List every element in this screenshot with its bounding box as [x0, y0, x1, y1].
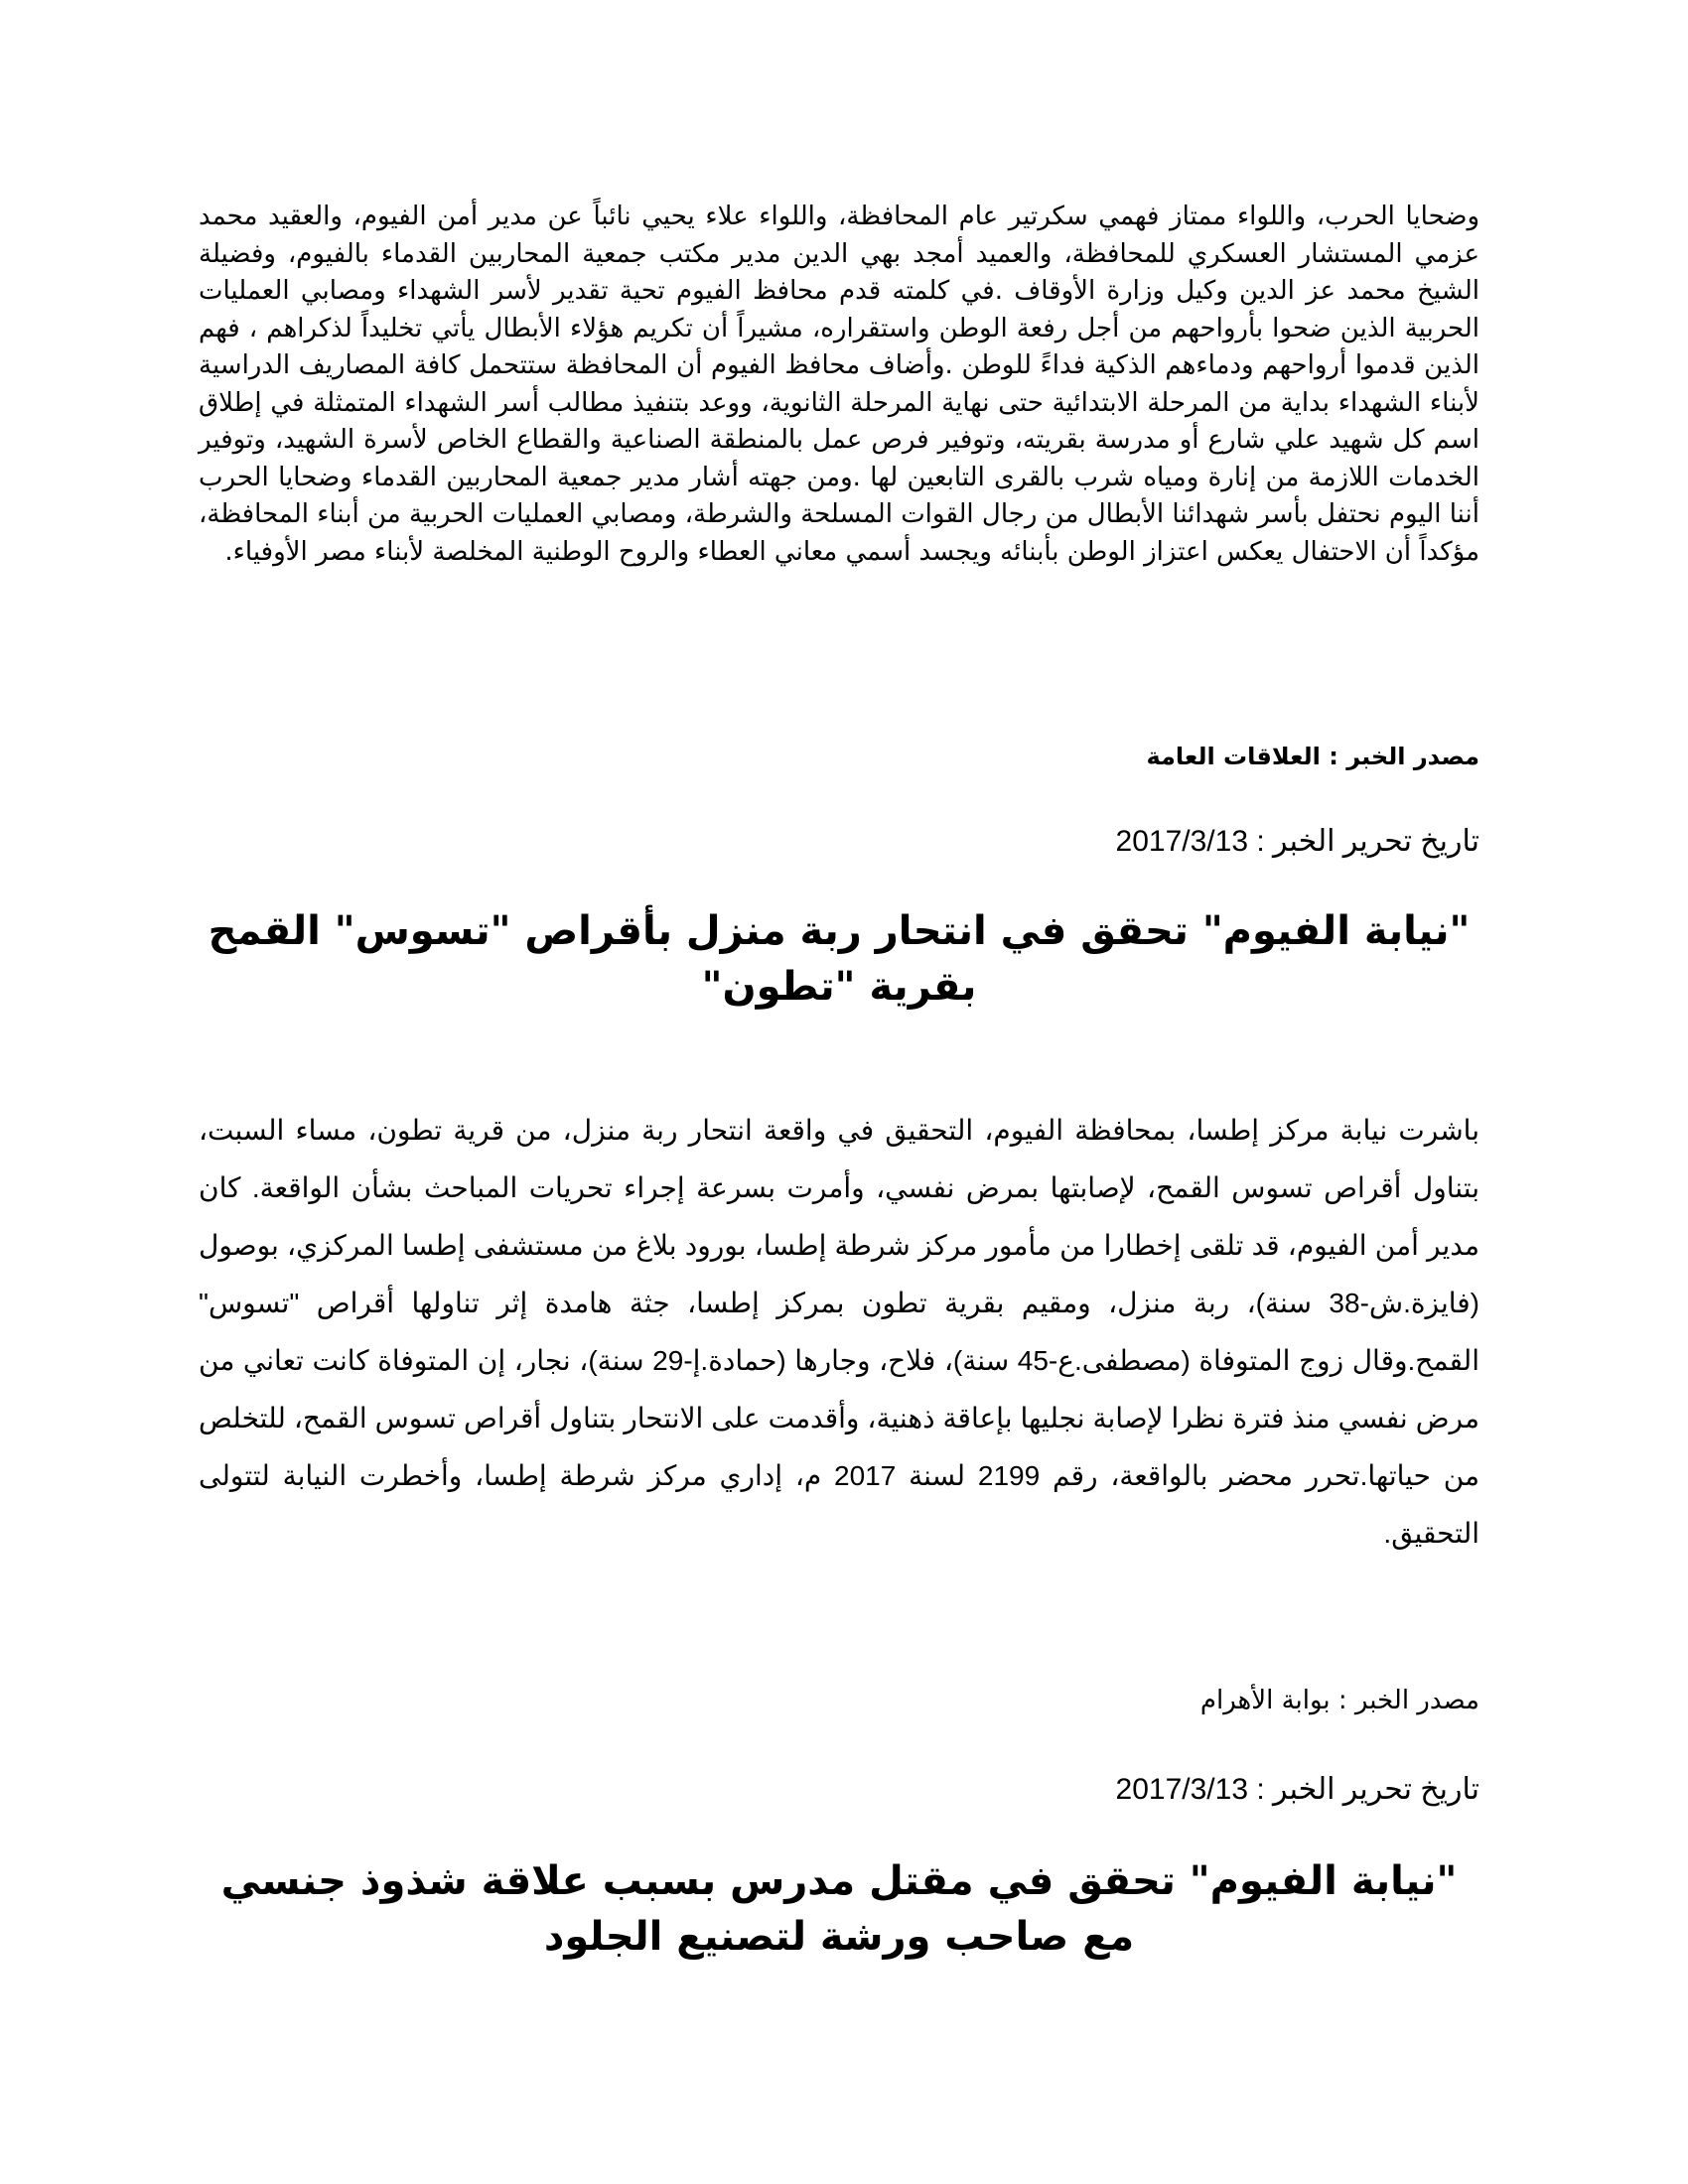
article-2-headline: "نيابة الفيوم" تحقق في مقتل مدرس بسبب علاقة شذوذ جنسي مع صاحب ورشة لتصنيع الجلود	[220, 1858, 1458, 1960]
article-1-edit-date: تاريخ تحرير الخبر : 2017/3/13	[1115, 1773, 1479, 1806]
intro-paragraph: وضحايا الحرب، واللواء ممتاز فهمي سكرتير عام المحافظة، واللواء علاء يحيي نائباً عن مدير أمن الفيوم، والعقيد محمد عزمي المستشار العسكري للمحافظة، والعميد أمجد بهي الدين مدير مكتب جمعية المحاربين القدماء بالفيوم، وفضيلة الشيخ محمد عز الدين وكيل وزارة الأوقاف .في كلمته قدم محافظ الفيوم تحية تقدير لأسر الشهداء ومصابي العمليات الحربية الذين ضحوا بأرواحهم من أجل رفعة الوطن واستقراره، مشيراً أن تكريم هؤلاء الأبطال يأتي تخليداً لذكراهم ، فهم الذين قدموا أرواحهم ودماءهم الذكية فداءً للوطن .وأضاف محافظ الفيوم أن المحافظة ستتحمل كافة المصاريف الدراسية لأبناء الشهداء بداية من المرحلة الابتدائية حتى نهاية المرحلة الثانوية، ووعد بتنفيذ مطالب أسر الشهداء المتمثلة في إطلاق اسم كل شهيد علي شارع أو مدرسة بقريته، وتوفير فرص عمل بالمنطقة الصناعية والقطاع الخاص لأسرة الشهيد، وتوفير الخدمات اللازمة من إنارة ومياه شرب بالقرى التابعين لها .ومن جهته أشار مدير جمعية المحاربين القدماء وضحايا الحرب أننا اليوم نحتفل بأسر شهدائنا الأبطال من رجال القوات المسلحة والشرطة، ومصابي العمليات الحربية من أبناء المحافظة، مؤكداً أن الاحتفال يعكس اعتزاز الوطن بأبنائه ويجسد أسمي معاني العطاء والروح الوطنية المخلصة لأبناء مصر الأوفياء.	[199, 202, 1479, 567]
article-1-headline: "نيابة الفيوم" تحقق في انتحار ربة منزل بأقراص "تسوس" القمح بقرية "تطون"	[208, 908, 1471, 1010]
article-1-news-source: مصدر الخبر : بوابة الأهرام	[1199, 1686, 1479, 1715]
intro-news-source: مصدر الخبر : العلاقات العامة	[1146, 743, 1479, 770]
article-1-body: باشرت نيابة مركز إطسا، بمحافظة الفيوم، التحقيق في واقعة انتحار ربة منزل، من قرية تطون، مساء السبت، بتناول أقراص تسوس القمح، لإصابتها بمرض نفسي، وأمرت بسرعة إجراء تحريات المباحث بشأن الواقعة. كان مدير أمن الفيوم، قد تلقى إخطارا من مأمور مركز شرطة إطسا، بورود بلاغ من مستشفى إطسا المركزي، بوصول (فايزة.ش-38 سنة)، ربة منزل، ومقيم بقرية تطون بمركز إطسا، جثة هامدة إثر تناولها أقراص "تسوس" القمح.وقال زوج المتوفاة (مصطفى.ع-45 سنة)، فلاح، وجارها (حمادة.إ-29 سنة)، نجار، إن المتوفاة كانت تعاني من مرض نفسي منذ فترة نظرا لإصابة نجليها بإعاقة ذهنية، وأقدمت على الانتحار بتناول أقراص تسوس القمح، للتخلص من حياتها.تحرر محضر بالواقعة، رقم 2199 لسنة 2017 م، إداري مركز شرطة إطسا، وأخطرت النيابة لتتولى التحقيق.	[199, 1115, 1480, 1549]
intro-edit-date: تاريخ تحرير الخبر : 2017/3/13	[1115, 825, 1479, 858]
